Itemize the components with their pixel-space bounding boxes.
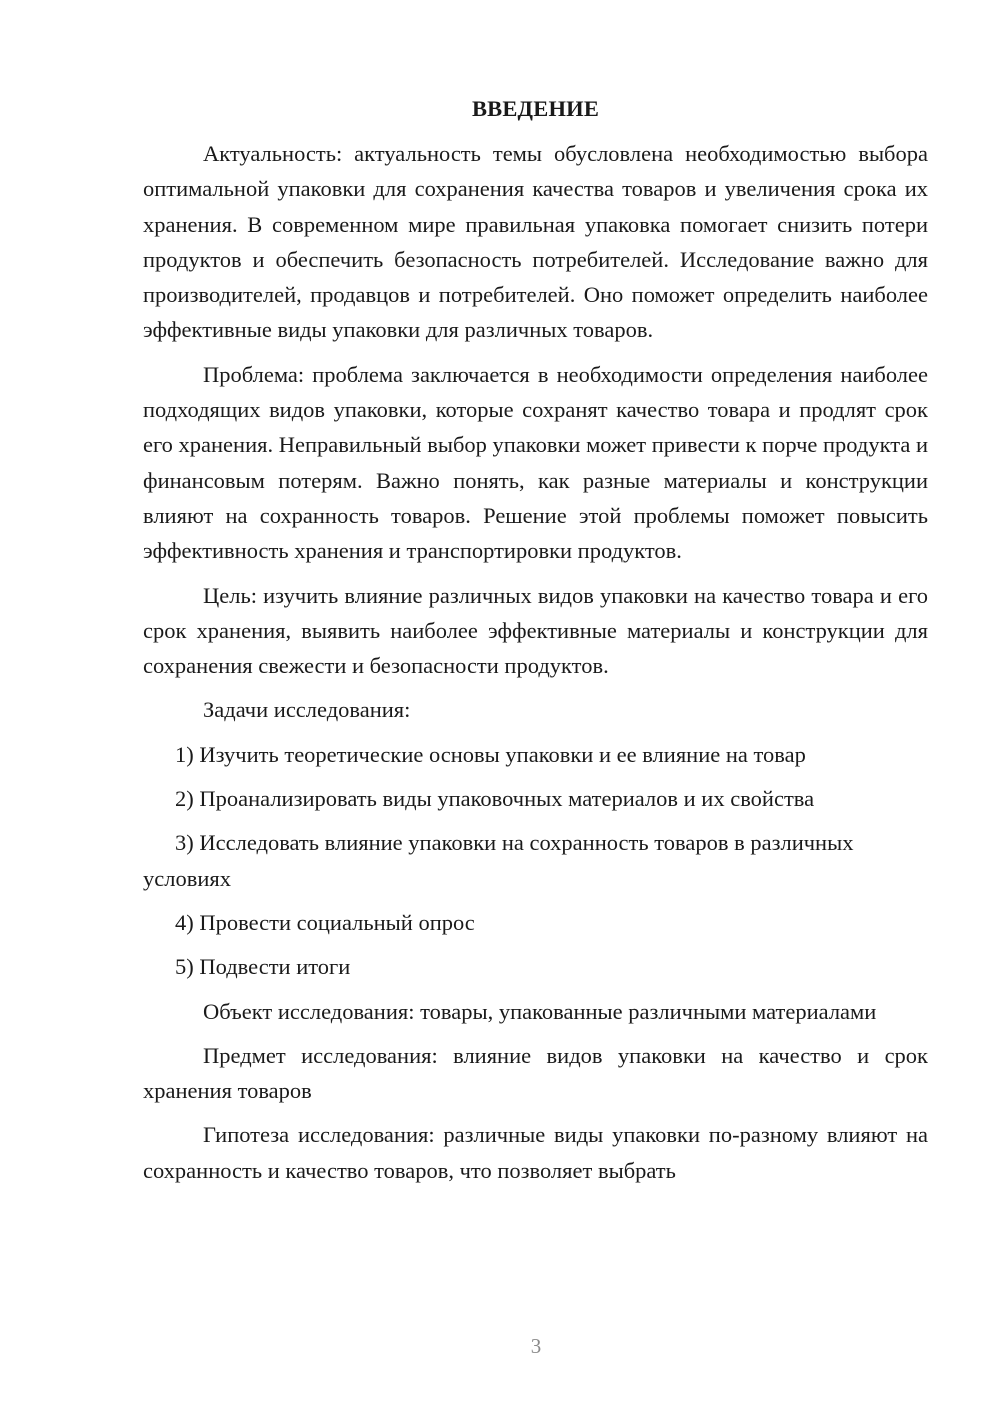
- paragraph-relevance: Актуальность: актуальность темы обусловлена необходимостью выбора оптимальной упаковки для сохранения качества товаров и увеличения срока их хранения. В современном мире правильная упаковка помогает снизить потери продуктов и обеспечить безопасность потребителей. Исследование важно для производителей, продавцов и потребителей. Оно поможет определить наиболее эффективные виды упаковки для различных товаров.: [143, 141, 928, 343]
- task-item: 3) Исследовать влияние упаковки на сохранность товаров в различных условиях: [143, 830, 854, 891]
- task-item: 4) Провести социальный опрос: [175, 909, 475, 935]
- section-title: ВВЕДЕНИЕ: [471, 96, 600, 121]
- task-item: 1) Изучить теоретические основы упаковки и ее влияние на товар: [175, 741, 806, 767]
- paragraph-problem: Проблема: проблема заключается в необходимости определения наиболее подходящих видов упаковки, которые сохранят качество товара и продлят срок его хранения. Неправильный выбор упаковки может привести к порче продукта и финансовым потерям. Важно понять, как разные материалы и конструкции влияют на сохранность товаров. Решение этой проблемы поможет повысить эффективность хранения и транспортировки продуктов.: [143, 361, 928, 564]
- task-item: 2) Проанализировать виды упаковочных материалов и их свойства: [175, 786, 815, 812]
- tasks-list: [143, 737, 928, 985]
- paragraph-object: Объект исследования: товары, упакованные различными материалами: [203, 998, 877, 1024]
- task-item: 5) Подвести итоги: [175, 954, 351, 980]
- tasks-heading: Задачи исследования:: [203, 697, 411, 723]
- page-number: 3: [530, 1334, 542, 1358]
- paragraph-subject: Предмет исследования: влияние видов упаковки на качество и срок хранения товаров: [143, 1042, 928, 1104]
- document-page: [143, 92, 928, 1197]
- paragraph-hypothesis: Гипотеза исследования: различные виды упаковки по-разному влияют на сохранность и качество товаров, что позволяет выбрать: [143, 1122, 928, 1183]
- paragraph-goal: Цель: изучить влияние различных видов упаковки на качество товара и его срок хранения, выявить наиболее эффективные материалы и конструкции для сохранения свежести и безопасности продуктов.: [143, 582, 928, 679]
